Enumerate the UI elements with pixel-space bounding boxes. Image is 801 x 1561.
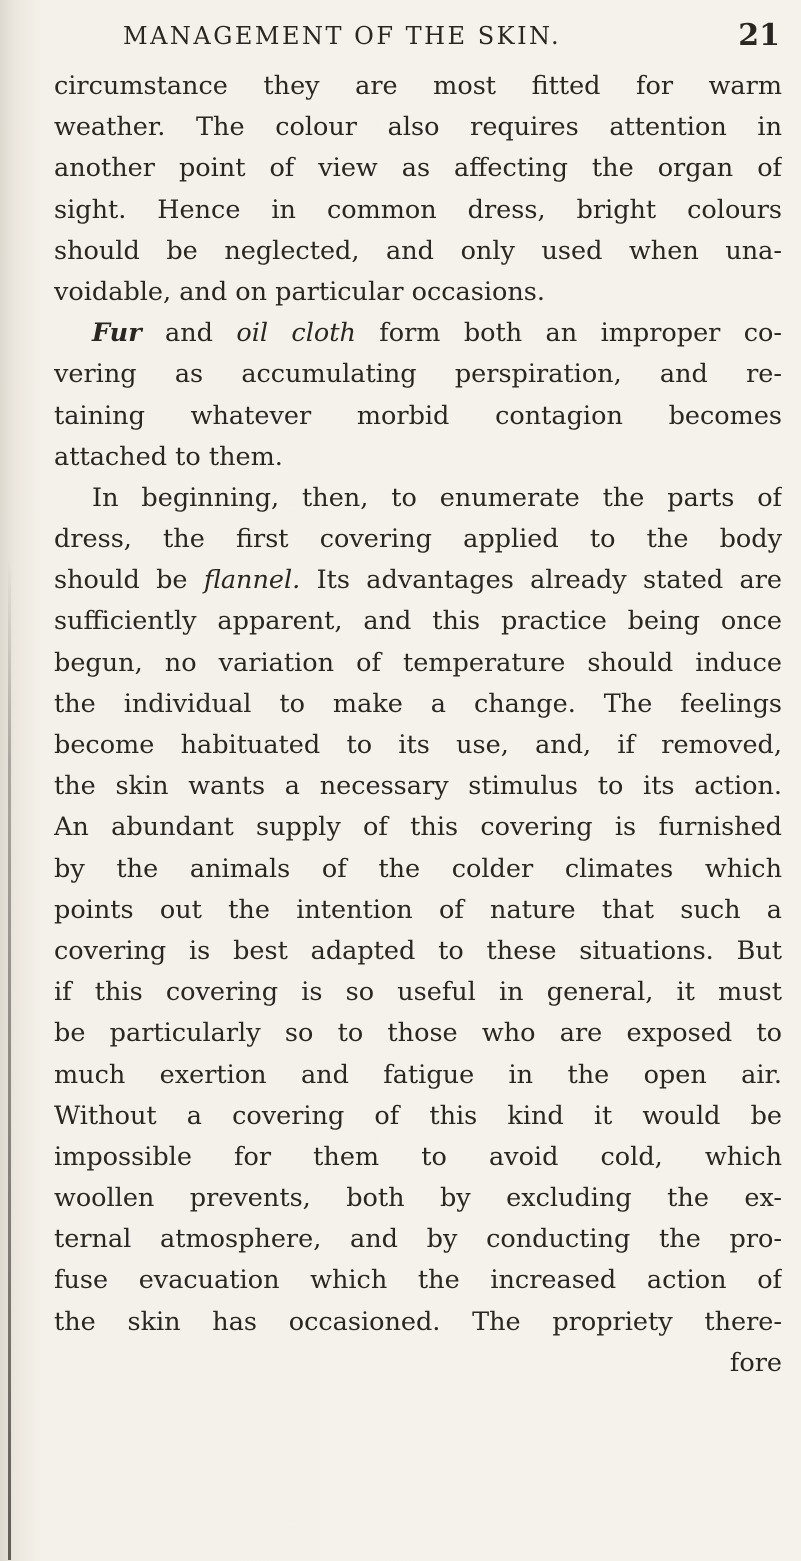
text-line: attached to them.	[54, 441, 283, 472]
text-run: form both an improper co-	[355, 318, 782, 349]
text-line: the skin wants a necessary stimulus to its action.	[54, 771, 782, 802]
text-line: ternal atmosphere, and by conducting the pro-	[54, 1224, 782, 1255]
page-header	[60, 14, 780, 58]
text-line: woollen prevents, both by excluding the ex-	[54, 1183, 782, 1214]
binding-shadow	[8, 560, 11, 1560]
text-line: vering as accumulating perspiration, and re-	[54, 359, 782, 390]
text-line: points out the intention of nature that such a	[54, 894, 782, 925]
text-line: the individual to make a change. The feelings	[54, 688, 782, 719]
text-line	[54, 560, 782, 601]
text-line: begun, no variation of temperature should induce	[54, 647, 782, 678]
text-line: An abundant supply of this covering is furnished	[54, 812, 782, 843]
text-line: covering is best adapted to these situations. But	[54, 935, 782, 966]
body-text	[54, 66, 782, 1384]
text-line	[54, 313, 782, 354]
text-line: by the animals of the colder climates which	[54, 853, 782, 884]
text-line: become habituated to its use, and, if removed,	[54, 730, 782, 760]
text-line: Without a covering of this kind it would be	[54, 1100, 782, 1131]
italic-term-oil-cloth: oil cloth	[236, 318, 356, 349]
text-line: should be neglected, and only used when una-	[54, 235, 782, 266]
text-run: Its advantages already stated are	[300, 565, 782, 596]
page-number: 21	[738, 18, 780, 53]
text-line: sufficiently apparent, and this practice being once	[54, 606, 782, 637]
text-line: circumstance they are most fitted for warm	[54, 71, 782, 101]
text-run: should be	[54, 565, 204, 596]
text-line: impossible for them to avoid cold, which	[54, 1141, 782, 1172]
text-line: another point of view as affecting the organ of	[54, 153, 782, 184]
text-line: much exertion and fatigue in the open air.	[54, 1059, 782, 1090]
catchword: fore	[729, 1347, 782, 1378]
text-line: dress, the first covering applied to the body	[54, 524, 782, 555]
text-line: the skin has occasioned. The propriety there-	[54, 1306, 782, 1337]
italic-term-flannel: flannel.	[203, 565, 301, 596]
text-line: if this covering is so useful in general, it must	[54, 977, 782, 1008]
text-line: weather. The colour also requires attention in	[54, 112, 782, 143]
italic-term-fur: Fur	[92, 318, 142, 349]
text-line: sight. Hence in common dress, bright colours	[54, 194, 782, 225]
text-line: be particularly so to those who are exposed to	[54, 1018, 782, 1049]
text-line: fuse evacuation which the increased action of	[54, 1265, 782, 1296]
text-line: taining whatever morbid contagion becomes	[54, 400, 782, 431]
text-line: In beginning, then, to enumerate the parts of	[92, 482, 782, 513]
running-head: MANAGEMENT OF THE SKIN.	[123, 22, 562, 50]
text-run: and	[141, 318, 237, 349]
text-line: voidable, and on particular occasions.	[54, 276, 545, 307]
